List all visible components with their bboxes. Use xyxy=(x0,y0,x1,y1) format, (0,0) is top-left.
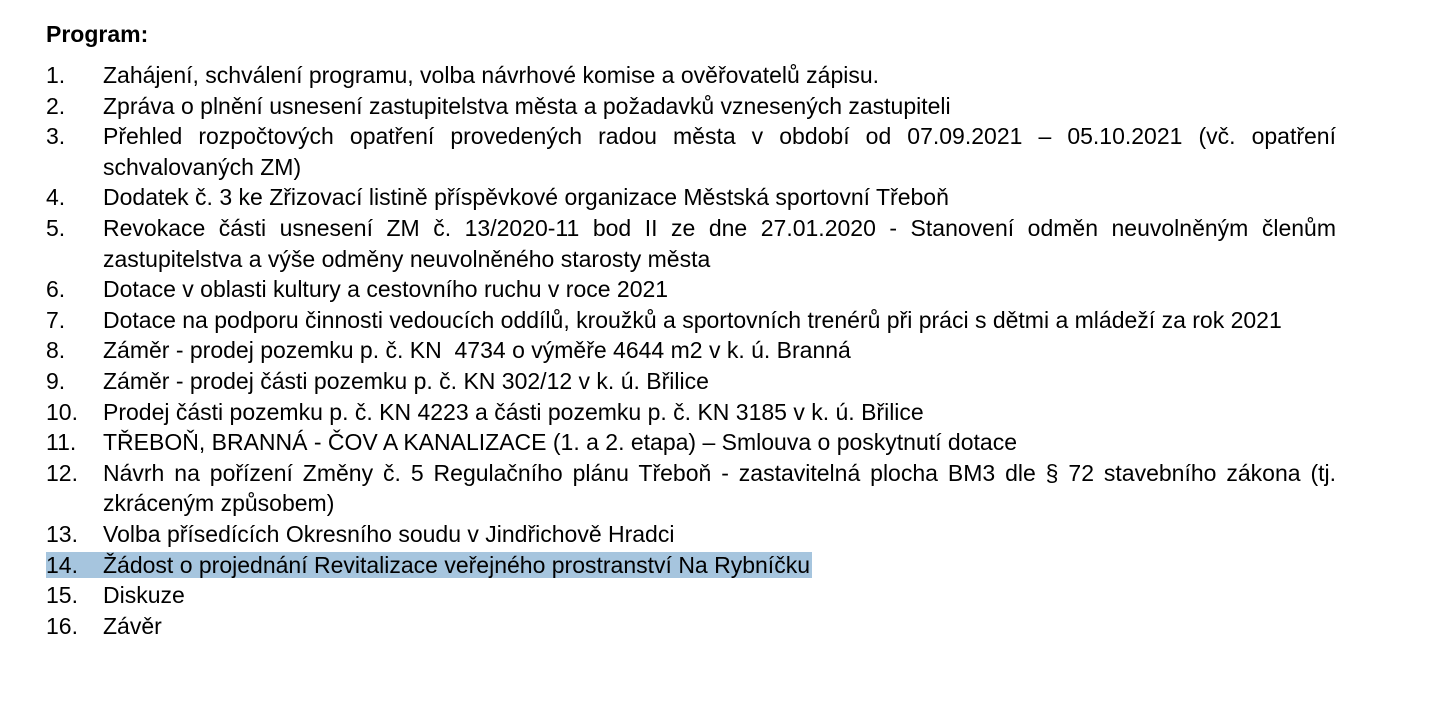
agenda-item-8 xyxy=(46,335,1336,366)
item-text: TŘEBOŇ, BRANNÁ - ČOV A KANALIZACE (1. a 2. etapa) – Smlouva o poskytnutí dotace xyxy=(103,429,1017,456)
agenda-item-10 xyxy=(46,397,1336,428)
agenda-item-14-highlighted[interactable] xyxy=(46,550,1336,581)
item-text: Přehled rozpočtových opatření provedených radou města v období od 07.09.2021 – 05.10.2021 (vč. opatření schvalovaných ZM) xyxy=(103,123,1336,180)
item-text: Záměr - prodej části pozemku p. č. KN 302/12 v k. ú. Břilice xyxy=(103,367,709,394)
agenda-item-5 xyxy=(46,213,1336,274)
item-number: 11. xyxy=(46,429,77,456)
agenda-item-6 xyxy=(46,274,1336,305)
item-text: Revokace části usnesení ZM č. 13/2020-11 bod II ze dne 27.01.2020 - Stanovení odměn neuvolněným členům zastupitelstva a výše odměny neuvolněného starosty města xyxy=(103,214,1336,272)
item-number: 10. xyxy=(46,398,78,425)
item-text: Dotace na podporu činnosti vedoucích oddílů, kroužků a sportovních trenérů při práci s dětmi a mládeží za rok 2021 xyxy=(103,306,1282,333)
item-number: 8. xyxy=(46,337,66,364)
item-number: 3. xyxy=(46,123,66,150)
agenda-item-15 xyxy=(46,580,1336,611)
item-text: Prodej části pozemku p. č. KN 4223 a části pozemku p. č. KN 3185 v k. ú. Břilice xyxy=(103,398,924,425)
item-text: Zahájení, schválení programu, volba návrhové komise a ověřovatelů zápisu. xyxy=(103,62,880,88)
item-text: Volba přísedících Okresního soudu v Jindřichově Hradci xyxy=(103,520,675,547)
agenda-item-2 xyxy=(46,91,1336,122)
item-number: 4. xyxy=(46,184,66,211)
agenda-list xyxy=(46,60,1336,641)
agenda-item-16 xyxy=(46,611,1336,642)
agenda-item-9 xyxy=(46,366,1336,397)
item-number: 1. xyxy=(46,62,66,88)
agenda-item-4 xyxy=(46,182,1336,213)
agenda-item-11 xyxy=(46,427,1336,458)
item-number: 14. xyxy=(46,551,78,578)
item-number: 7. xyxy=(46,306,66,333)
item-number: 2. xyxy=(46,92,66,119)
item-number: 16. xyxy=(46,612,78,639)
item-number: 15. xyxy=(46,582,78,609)
agenda-item-7 xyxy=(46,305,1336,336)
agenda-item-3 xyxy=(46,121,1336,182)
item-number: 5. xyxy=(46,214,66,241)
program-heading: Program: xyxy=(46,21,149,47)
item-number: 6. xyxy=(46,276,66,303)
item-text: Závěr xyxy=(103,612,162,639)
item-text: Diskuze xyxy=(103,582,185,609)
item-text-selection[interactable]: Žádost o projednání Revitalizace veřejného prostranství Na Rybníčku xyxy=(103,551,810,578)
item-text: Dotace v oblasti kultury a cestovního ruchu v roce 2021 xyxy=(103,276,669,303)
agenda-item-1 xyxy=(46,60,1336,91)
agenda-item-12 xyxy=(46,458,1336,519)
item-number: 12. xyxy=(46,459,78,486)
item-text: Dodatek č. 3 ke Zřizovací listině příspěvkové organizace Městská sportovní Třeboň xyxy=(103,184,949,211)
item-text: Zpráva o plnění usnesení zastupitelstva města a požadavků vznesených zastupiteli xyxy=(103,92,951,119)
item-number: 13. xyxy=(46,520,78,547)
item-number: 9. xyxy=(46,367,66,394)
item-text: Návrh na pořízení Změny č. 5 Regulačního plánu Třeboň - zastavitelná plocha BM3 dle § 72 stavebního zákona (tj. zkráceným způsobem) xyxy=(103,459,1336,517)
agenda-item-13 xyxy=(46,519,1336,550)
item-text: Záměr - prodej pozemku p. č. KN 4734 o výměře 4644 m2 v k. ú. Branná xyxy=(103,337,851,364)
